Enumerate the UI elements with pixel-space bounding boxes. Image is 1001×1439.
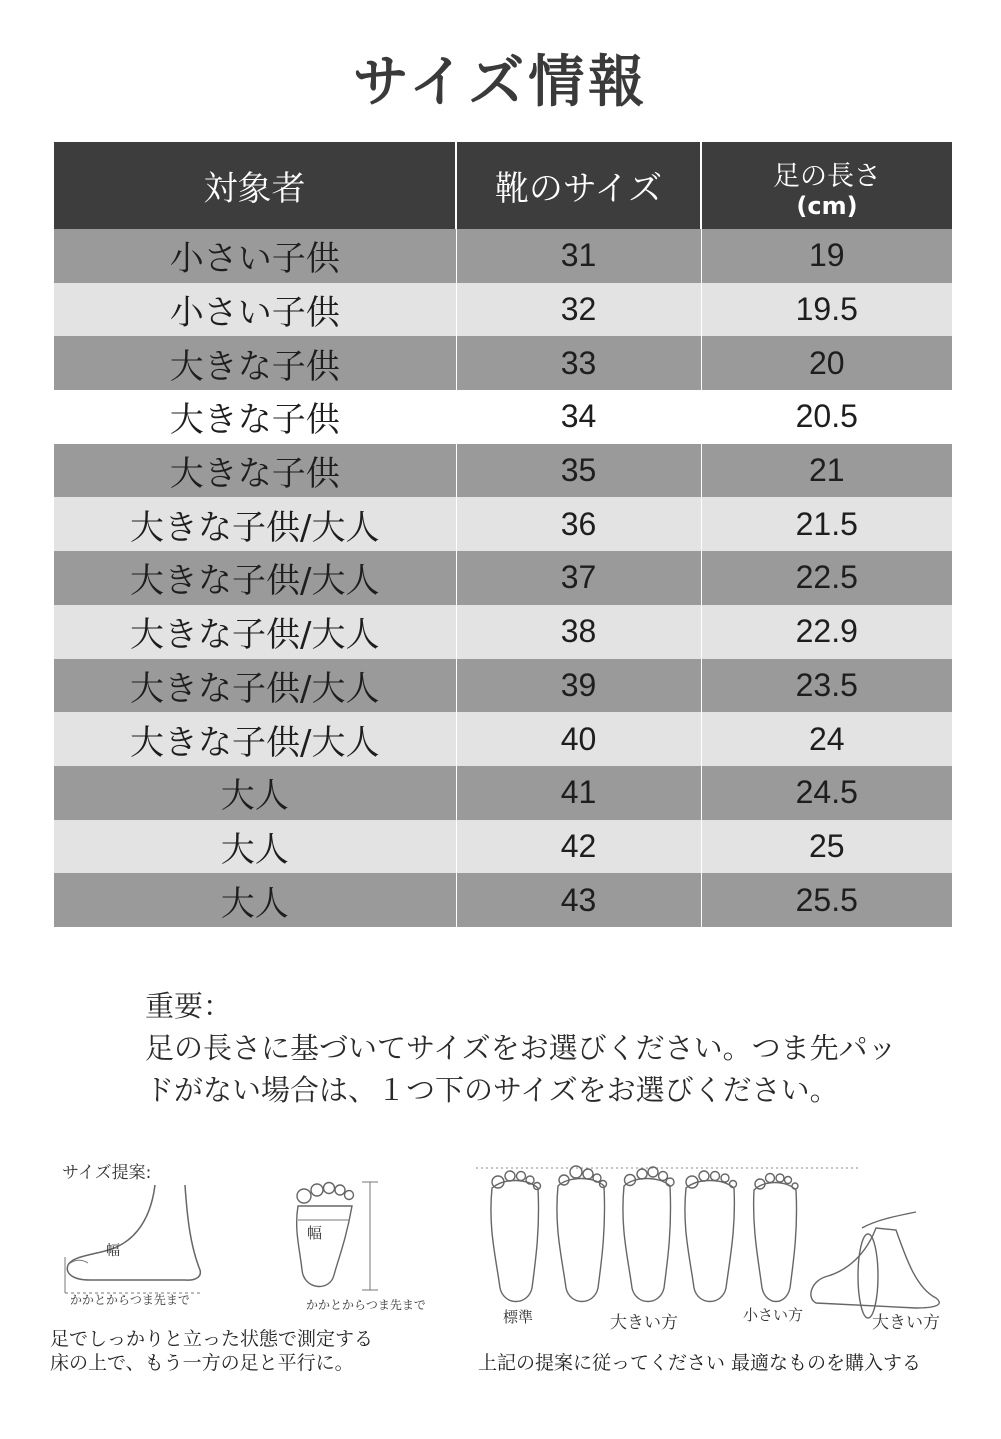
header-target: 対象者: [54, 142, 456, 229]
cell-target: 小さい子供: [54, 283, 456, 337]
cell-target: 大きな子供/大人: [54, 712, 456, 766]
cell-target: 大きな子供: [54, 336, 456, 390]
table-row: [54, 444, 952, 498]
table-row: [54, 605, 952, 659]
cell-target: 大きな子供/大人: [54, 605, 456, 659]
header-shoe-size: 靴のサイズ: [456, 142, 701, 229]
top-heel-toe-label: かかとからつま先まで: [306, 1298, 426, 1312]
foot-shape-comparison-icon: [476, 1158, 956, 1318]
cell-foot-length: 21.5: [701, 497, 952, 551]
table-row: [54, 766, 952, 820]
cell-shoe-size: 43: [456, 873, 701, 927]
cell-shoe-size: 32: [456, 283, 701, 337]
table-header-row: [54, 142, 952, 229]
cell-target: 大人: [54, 873, 456, 927]
cell-target: 大人: [54, 766, 456, 820]
cell-target: 大きな子供/大人: [54, 551, 456, 605]
cell-shoe-size: 40: [456, 712, 701, 766]
cell-shoe-size: 35: [456, 444, 701, 498]
table-row: [54, 551, 952, 605]
cell-shoe-size: 42: [456, 820, 701, 874]
cell-foot-length: 22.5: [701, 551, 952, 605]
size-suggestion-label: サイズ提案:: [62, 1163, 152, 1183]
important-note: [145, 985, 945, 1111]
table-row: [54, 712, 952, 766]
cell-shoe-size: 36: [456, 497, 701, 551]
cell-foot-length: 24: [701, 712, 952, 766]
table-row: [54, 659, 952, 713]
note-heading: 重要：: [145, 989, 233, 1023]
cell-foot-length: 24.5: [701, 766, 952, 820]
table-row: [54, 336, 952, 390]
standard-label: 標準: [503, 1308, 534, 1326]
cell-foot-length: 19.5: [701, 283, 952, 337]
top-foot-icon: [290, 1180, 380, 1300]
cell-foot-length: 20.5: [701, 390, 952, 444]
cell-foot-length: 25: [701, 820, 952, 874]
cell-target: 小さい子供: [54, 229, 456, 283]
cell-shoe-size: 31: [456, 229, 701, 283]
measure-caption-2: 床の上で、もう一方の足と平行に。: [50, 1352, 354, 1374]
cell-foot-length: 25.5: [701, 873, 952, 927]
top-width-label: 幅: [307, 1224, 323, 1242]
follow-caption: 上記の提案に従ってください 最適なものを購入する: [478, 1352, 922, 1374]
table-row: [54, 283, 952, 337]
larger-label-2: 大きい方: [872, 1313, 940, 1333]
cell-target: 大きな子供: [54, 444, 456, 498]
size-table: [54, 142, 952, 927]
measure-caption-1: 足でしっかりと立った状態で測定する: [50, 1328, 374, 1350]
measurement-guide: [0, 1150, 1001, 1439]
table-row: [54, 820, 952, 874]
larger-label: 大きい方: [610, 1313, 678, 1333]
cell-target: 大きな子供/大人: [54, 659, 456, 713]
cell-shoe-size: 41: [456, 766, 701, 820]
table-row: [54, 497, 952, 551]
cell-shoe-size: 34: [456, 390, 701, 444]
note-line-2: ドがない場合は、１つ下のサイズをお選びください。: [145, 1073, 839, 1107]
note-line-1: 足の長さに基づいてサイズをお選びください。つま先パッ: [145, 1031, 897, 1065]
cell-foot-length: 19: [701, 229, 952, 283]
header-foot-length: [701, 142, 952, 229]
cell-foot-length: 22.9: [701, 605, 952, 659]
header-foot-length-unit: (cm): [796, 191, 858, 220]
side-heel-toe-label: かかとからつま先まで: [70, 1293, 190, 1307]
cell-foot-length: 20: [701, 336, 952, 390]
cell-foot-length: 23.5: [701, 659, 952, 713]
cell-foot-length: 21: [701, 444, 952, 498]
table-row: [54, 873, 952, 927]
cell-target: 大きな子供/大人: [54, 497, 456, 551]
cell-shoe-size: 39: [456, 659, 701, 713]
table-row: [54, 390, 952, 444]
smaller-label: 小さい方: [743, 1306, 804, 1324]
table-row: [54, 229, 952, 283]
cell-target: 大人: [54, 820, 456, 874]
side-width-label: 幅: [106, 1243, 120, 1259]
page-title: サイズ情報: [352, 50, 649, 115]
cell-shoe-size: 33: [456, 336, 701, 390]
cell-shoe-size: 37: [456, 551, 701, 605]
side-foot-icon: [60, 1185, 210, 1295]
header-foot-length-label: 足の長さ: [773, 160, 881, 192]
cell-target: 大きな子供: [54, 390, 456, 444]
cell-shoe-size: 38: [456, 605, 701, 659]
